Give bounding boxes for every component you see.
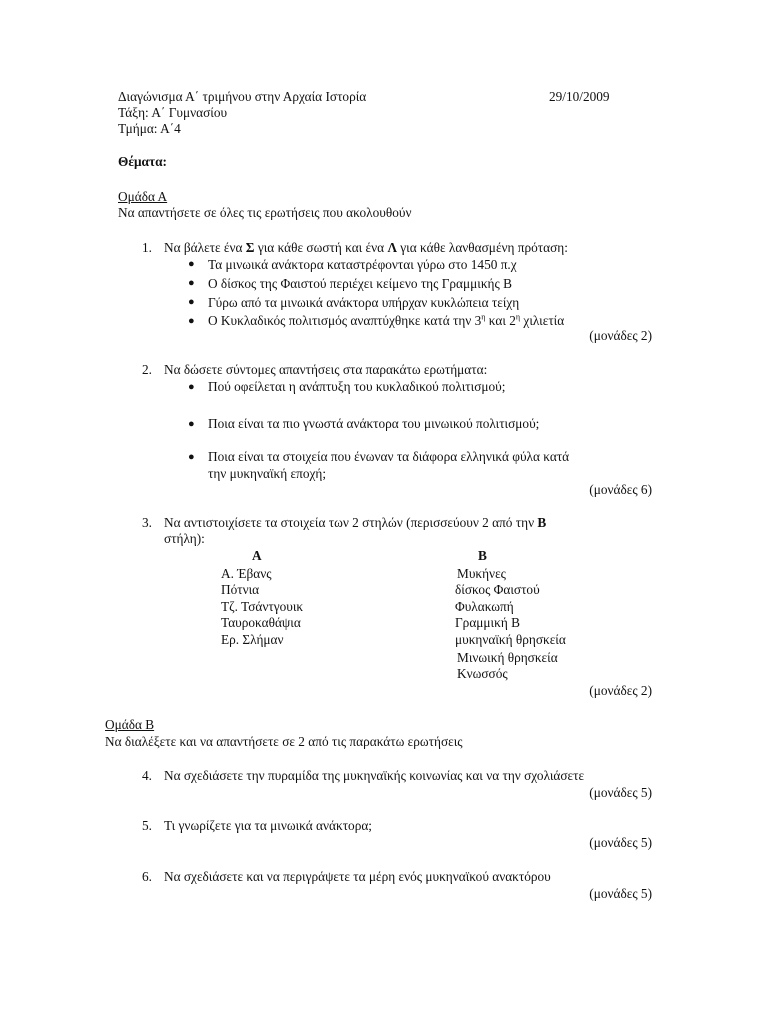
q1-item: Γύρω από τα μινωικά ανάκτορα υπήρχαν κυκλώπεια τείχη [208, 295, 520, 310]
section-line: Τμήμα: Α΄4 [118, 121, 181, 136]
q3-text-continuation: στήλη): [164, 531, 205, 546]
q6-text: Να σχεδιάσετε και να περιγράψετε τα μέρη ενός μυκηναϊκού ανακτόρου [164, 869, 551, 884]
bullet-icon: ● [188, 381, 195, 393]
column-b-header: Β [478, 548, 487, 563]
bullet-icon: ● [188, 277, 195, 289]
q2-item: Ποια είναι τα πιο γνωστά ανάκτορα του μινωικού πολιτισμού; [208, 416, 540, 431]
column-a-item: Α. Έβανς [221, 566, 272, 581]
bullet-icon: ● [188, 258, 195, 270]
exam-title: Διαγώνισμα Α΄ τριμήνου στην Αρχαία Ιστορία [118, 89, 367, 104]
q5-marks: (μονάδες 5) [589, 835, 652, 850]
group-b-title: Ομάδα Β [105, 717, 155, 732]
bullet-icon: ● [188, 451, 195, 463]
column-b-item: Φυλακωπή [455, 599, 514, 614]
column-a-item: Ταυροκαθάψια [221, 615, 301, 630]
column-b-item: Μινωική θρησκεία [457, 650, 558, 665]
q2-text: Να δώσετε σύντομες απαντήσεις στα παρακάτω ερωτήματα: [164, 362, 488, 377]
column-a-header: Α [252, 548, 262, 563]
q3-text: Να αντιστοιχίσετε τα στοιχεία των 2 στηλών (περισσεύουν 2 από την Β [164, 515, 547, 530]
q4-number: 4. [142, 768, 152, 783]
topics-heading: Θέματα: [118, 154, 167, 169]
q1-text: Να βάλετε ένα Σ για κάθε σωστή και ένα Λ για κάθε λανθασμένη πρόταση: [164, 240, 568, 255]
q1-marks: (μονάδες 2) [589, 328, 652, 343]
column-b-item: μυκηναϊκή θρησκεία [455, 632, 566, 647]
q6-marks: (μονάδες 5) [589, 886, 652, 901]
q1-item: Τα μινωικά ανάκτορα καταστρέφονται γύρω στο 1450 π.χ [208, 257, 517, 272]
q2-item-continuation: την μυκηναϊκή εποχή; [208, 466, 327, 481]
column-b-item: δίσκος Φαιστού [455, 582, 540, 597]
group-b-instruction: Να διαλέξετε και να απαντήσετε σε 2 από τις παρακάτω ερωτήσεις [105, 734, 463, 749]
q4-marks: (μονάδες 5) [589, 785, 652, 800]
column-a-item: Τζ. Τσάντγουικ [221, 599, 304, 614]
column-a-item: Πότνια [221, 582, 260, 597]
q1-item: Ο Κυκλαδικός πολιτισμός αναπτύχθηκε κατά την $3^\eta$ και $2^\eta$ χιλιετία [208, 312, 565, 328]
q2-item: Πού οφείλεται η ανάπτυξη του κυκλαδικού πολιτισμού; [208, 379, 506, 394]
column-b-item: Γραμμική Β [455, 615, 520, 630]
column-b-item: Κνωσσός [457, 666, 508, 681]
q5-text: Τι γνωρίζετε για τα μινωικά ανάκτορα; [164, 818, 372, 833]
q2-number: 2. [142, 362, 152, 377]
column-b-item: Μυκήνες [457, 566, 506, 581]
q3-marks: (μονάδες 2) [589, 683, 652, 698]
column-a-item: Ερ. Σλήμαν [221, 632, 284, 647]
q6-number: 6. [142, 869, 152, 884]
q2-marks: (μονάδες 6) [589, 482, 652, 497]
group-a-title: Ομάδα Α [118, 189, 168, 204]
q1-item: Ο δίσκος της Φαιστού περιέχει κείμενο της Γραμμικής Β [208, 276, 512, 291]
bullet-icon: ● [188, 315, 195, 327]
bullet-icon: ● [188, 418, 195, 430]
class-line: Τάξη: Α΄ Γυμνασίου [118, 105, 228, 120]
q5-number: 5. [142, 818, 152, 833]
group-a-instruction: Να απαντήσετε σε όλες τις ερωτήσεις που ακολουθούν [118, 205, 412, 220]
q3-number: 3. [142, 515, 152, 530]
bullet-icon: ● [188, 296, 195, 308]
q4-text: Να σχεδιάσετε την πυραμίδα της μυκηναϊκής κοινωνίας και να την σχολιάσετε [164, 768, 585, 783]
q1-number: 1. [142, 240, 152, 255]
exam-date: 29/10/2009 [549, 89, 610, 104]
q2-item: Ποια είναι τα στοιχεία που ένωναν τα διάφορα ελληνικά φύλα κατά [208, 449, 570, 464]
